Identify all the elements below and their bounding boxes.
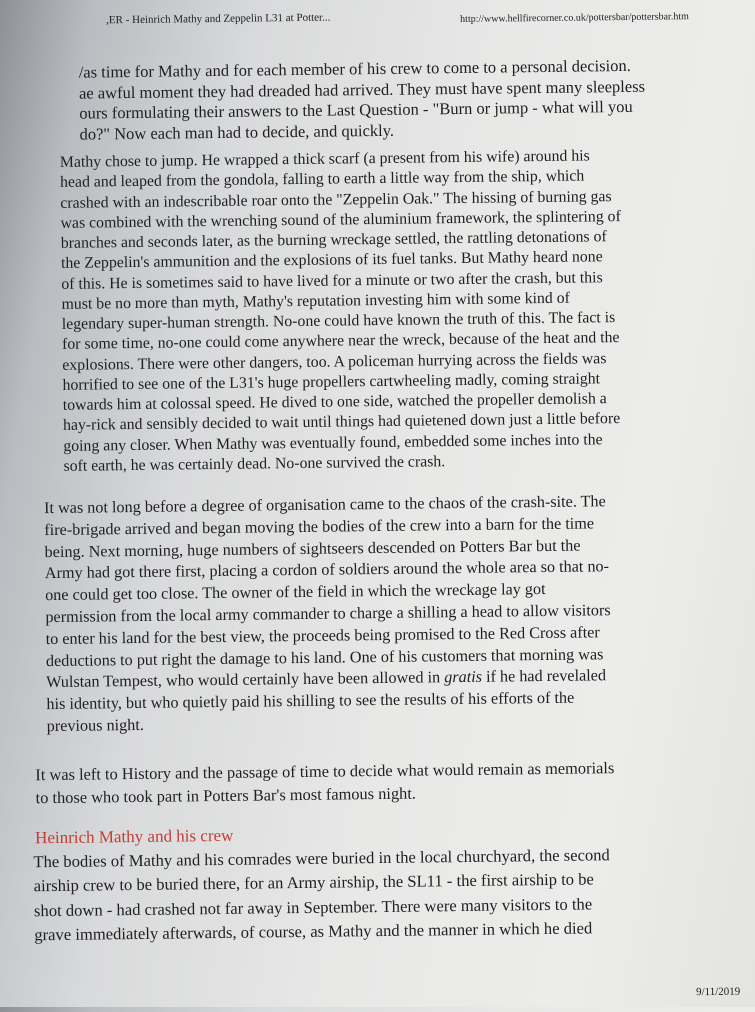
footer-date: 9/11/2019: [695, 985, 741, 999]
text-line: one could get too close. The owner of the field in which the wreckage lay got: [45, 580, 546, 605]
text-line: do?" Now each man had to decide, and quickly.: [79, 120, 395, 144]
text-line: to enter his land for the best view, the proceeds being promised to the Red Cross after: [45, 623, 600, 648]
text-line: airship crew to be buried there, for an Army airship, the SL11 - the first airship to be: [33, 869, 594, 896]
text-line: his identity, but who quietly paid his shilling to see the results of his efforts of the: [46, 688, 575, 714]
text-line: to those who took part in Potters Bar's most famous night.: [35, 783, 417, 808]
text-line: explosions. There were other dangers, too. A policeman hurrying across the fields was: [62, 349, 607, 374]
text-line: horrified to see one of the L31's huge propellers cartwheeling madly, coming straight: [62, 370, 601, 394]
text-line: ours formulating their answers to the Last Question - "Burn or jump - what will you: [79, 97, 633, 123]
text-line: It was left to History and the passage of time to decide what would remain as memorials: [35, 758, 615, 785]
text-line: fire-brigade arrived and began moving the bodies of the crew into a barn for the time: [44, 514, 595, 539]
text-line: Mathy chose to jump. He wrapped a thick scarf (a present from his wife) around his: [59, 147, 590, 171]
text-line: /as time for Mathy and for each member of his crew to come to a personal decision.: [78, 55, 631, 82]
italic-word: gratis: [444, 668, 483, 687]
text-line: the Zeppelin's ammunition and the explosions of its fuel tanks. But Mathy heard none: [60, 248, 603, 273]
paragraph-crash-site: [44, 490, 727, 738]
text-line: of this. He is sometimes said to have lived for a minute or two after the crash, but this: [61, 268, 603, 293]
header-title: ,ER - Heinrich Mathy and Zeppelin L31 at Potter...: [106, 11, 331, 27]
text-line: for some time, no-one could come anywhere near the wreck, because of the heat and the: [61, 329, 620, 354]
section-heading: Heinrich Mathy and his crew: [34, 825, 234, 848]
text-line: permission from the local army commander to charge a shilling a head to allow visitors: [45, 601, 611, 627]
text-line: hay-rick and sensibly decided to wait until things had quietened down just a little before: [62, 410, 621, 435]
text-line: shot down - had crashed not far away in September. There were many visitors to the: [33, 894, 593, 920]
text-line: going any closer. When Mathy was eventually found, embedded some inches into the: [63, 430, 603, 455]
text-line: deductions to put right the damage to his land. One of his customers that morning was: [45, 644, 604, 670]
text-line: branches and seconds later, as the burning wreckage settled, the rattling detonations of: [60, 228, 607, 252]
text-line: grave immediately afterwards, of course, as Mathy and the manner in which he died: [34, 918, 593, 945]
paragraph-memorials: [35, 755, 736, 810]
text-line: was combined with the wrenching sound of the aluminium framework, the splintering of: [60, 207, 621, 232]
text-line: Army had got there first, placing a cordon of soldiers around the whole area so that no-: [44, 557, 610, 583]
text-line: The bodies of Mathy and his comrades were buried in the local churchyard, the second: [33, 845, 610, 872]
paragraph-mathy-jump: [60, 145, 724, 477]
text-line: legendary super-human strength. No-one could have known the truth of this. The fact is: [61, 309, 616, 333]
paragraph-decision: [79, 55, 720, 145]
text-segment: Wulstan Tempest, who would certainly have been allowed in: [46, 668, 445, 692]
text-line: towards him at colossal speed. He dived to one side, watched the propeller demolish a: [62, 390, 607, 414]
text-line: must be no more than myth, Mathy's reputation investing him with some kind of: [61, 289, 570, 313]
text-line: previous night.: [46, 715, 144, 736]
header-url: http://www.hellfirecorner.co.uk/pottersbar/pottersbar.htm: [460, 11, 689, 25]
text-line: ae awful moment they had dreaded had arrived. They must have spent many sleepless: [78, 76, 646, 103]
text-line: It was not long before a degree of organisation came to the chaos of the crash-site. The: [43, 492, 606, 518]
text-line: soft earth, he was certainly dead. No-one survived the crash.: [63, 452, 446, 475]
text-line: head and leaped from the gondola, falling to earth a little way from the ship, which: [59, 167, 585, 192]
text-segment: if he had revelaled: [481, 666, 607, 687]
text-line: crashed with an indescribable roar onto the "Zeppelin Oak." The hissing of burning gas: [60, 187, 612, 212]
paragraph-burial: [33, 842, 744, 948]
text-line: being. Next morning, huge numbers of sightseers descended on Potters Bar but the: [44, 536, 581, 561]
